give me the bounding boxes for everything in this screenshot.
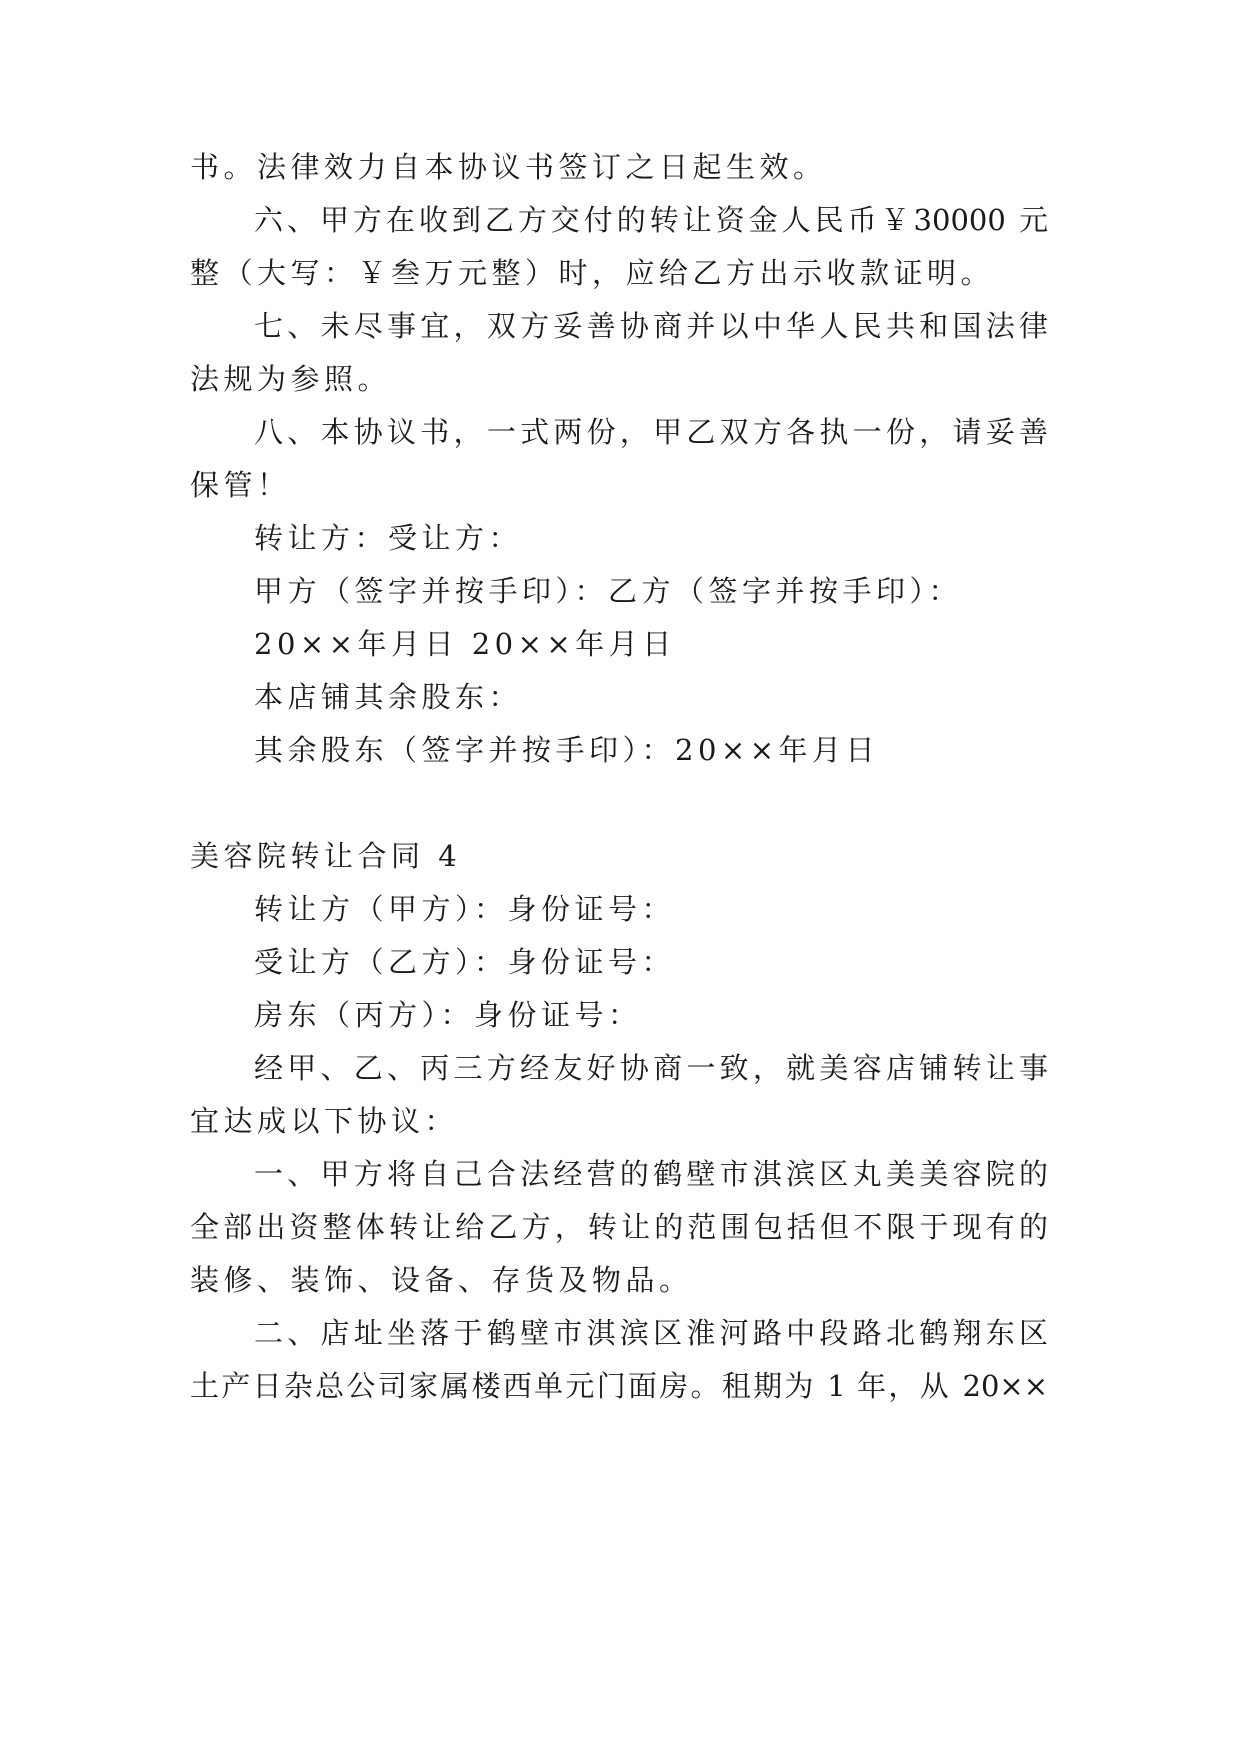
text-line-17: 经甲、乙、丙三方经友好协商一致，就美容店铺转让事 bbox=[254, 1051, 1048, 1085]
section-title: 美容院转让合同 4 bbox=[190, 839, 462, 873]
text-line-11: 本店铺其余股东： bbox=[254, 680, 523, 714]
text-line-15: 受让方（乙方）：身份证号： bbox=[254, 945, 676, 979]
text-line-2: 六、甲方在收到乙方交付的转让资金人民币￥30000 元 bbox=[254, 203, 1048, 237]
text-line-19: 一、甲方将自己合法经营的鹤壁市淇滨区丸美美容院的 bbox=[254, 1157, 1048, 1191]
text-line-7: 保管！ bbox=[190, 468, 291, 502]
text-line-3: 整（大写：￥叁万元整）时，应给乙方出示收款证明。 bbox=[190, 256, 995, 290]
text-line-23: 土产日杂总公司家属楼西单元门面房。租期为 1 年，从 20×× bbox=[190, 1369, 1048, 1403]
text-line-5: 法规为参照。 bbox=[190, 362, 392, 396]
text-line-6: 八、本协议书，一式两份，甲乙双方各执一份，请妥善 bbox=[254, 415, 1048, 449]
text-line-22: 二、店址坐落于鹤壁市淇滨区淮河路中段路北鹤翔东区 bbox=[254, 1316, 1048, 1350]
text-line-10: 20××年月日 20××年月日 bbox=[254, 627, 676, 661]
text-line-21: 装修、装饰、设备、存货及物品。 bbox=[190, 1263, 693, 1297]
text-line-9: 甲方（签字并按手印）：乙方（签字并按手印）： bbox=[254, 574, 963, 608]
text-line-4: 七、未尽事宜，双方妥善协商并以中华人民共和国法律 bbox=[254, 309, 1048, 343]
text-line-14: 转让方（甲方）：身份证号： bbox=[254, 892, 676, 926]
text-line-1: 书。法律效力自本协议书签订之日起生效。 bbox=[190, 150, 827, 184]
text-line-18: 宜达成以下协议： bbox=[190, 1104, 459, 1138]
text-line-16: 房东（丙方）：身份证号： bbox=[254, 998, 642, 1032]
text-line-12: 其余股东（签字并按手印）：20××年月日 bbox=[254, 733, 879, 767]
text-line-8: 转让方：受让方： bbox=[254, 521, 523, 555]
text-line-20: 全部出资整体转让给乙方，转让的范围包括但不限于现有的 bbox=[190, 1210, 1048, 1244]
